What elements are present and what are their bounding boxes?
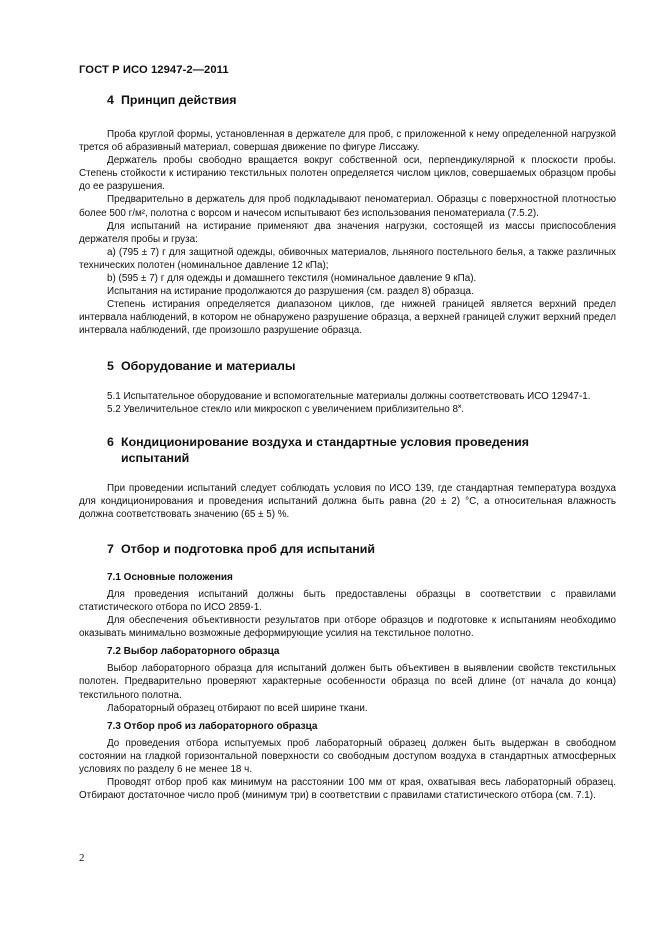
section-number: 4: [107, 93, 114, 107]
subsection-7-3-heading: 7.3 Отбор проб из лабораторного образца: [107, 720, 318, 732]
paragraph: Для обеспечения объективности результатов при отборе образцов и подготовке к испытаниям необходимо оказывать минимально возможные деформирующие усилия на текстильное полотно.: [79, 615, 616, 640]
page-content: [79, 90, 616, 802]
paragraph: Выбор лабораторного образца для испытаний должен быть объективен в выявлении свойств текстильных полотен. Предварительно проверяют характерные особенности образца по всей длине (от начала до конца) текстильного полотна.: [79, 663, 616, 701]
paragraph: До проведения отбора испытуемых проб лабораторный образец должен быть выдержан в свободном состоянии на гладкой горизонтальной поверхности со свободным доступом воздуха в стандартных атмосферных условиях по разделу 6 не менее 18 ч.: [79, 737, 616, 775]
section-number: 7: [107, 541, 114, 556]
section-title: Отбор и подготовка проб для испытаний: [121, 541, 376, 556]
section-7-heading: [79, 541, 616, 557]
paragraph: Лабораторный образец отбирают по всей ширине ткани.: [107, 702, 368, 714]
paragraph: Проба круглой формы, установленная в держателе для проб, с приложенной к нему определенной нагрузкой трется об абразивный материал, совершая движение по фигуре Лиссажу.: [79, 129, 616, 154]
section-title: Оборудование и материалы: [121, 358, 296, 373]
section-6-heading: [79, 434, 616, 466]
section-4-heading: [79, 92, 616, 108]
paragraph: Для проведения испытаний должны быть предоставлены образцы в соответствии с правилами статистического отбора по ИСО 2859-1.: [79, 588, 616, 614]
section-title: Кондиционирование воздуха и стандартные условия проведения испытаний: [121, 434, 529, 465]
paragraph: 5.2 Увеличительное стекло или микроскоп с увеличением приблизительно 8˟.: [107, 403, 464, 415]
subsection-7-1-heading: 7.1 Основные положения: [107, 571, 233, 583]
subsection-7-2-heading: 7.2 Выбор лабораторного образца: [107, 646, 280, 658]
paragraph: Проводят отбор проб как минимум на расстоянии 100 мм от края, охватывая весь лабораторный образец. Отбирают достаточное число проб (минимум три) в соответствии с правилами статистического отбора (см. 7.1).: [79, 777, 616, 802]
section-number: 5: [107, 358, 114, 373]
list-item-a: а) (795 ± 7) г для защитной одежды, обивочных материалов, льняного постельного белья, а также различных технических полотен (номинальное давление 12 кПа);: [79, 246, 616, 271]
paragraph: Для испытаний на истирание применяют два значения нагрузки, состоящей из массы приспособления держателя пробы и груза:: [79, 220, 616, 245]
paragraph: Степень истирания определяется диапазоном циклов, где нижней границей является верхний предел интервала наблюдений, в котором не обнаружено разрушение образца, а верхней границей служит верхний предел интервала наблюдений, где произошло разрушение образца.: [79, 299, 616, 337]
paragraph: Предварительно в держатель для проб подкладывают пеноматериал. Образцы с поверхностной плотностью более 500 г/м², полотна с ворсом и начесом испытывают без использования пеноматериала (7.5.2).: [79, 194, 616, 219]
paragraph: Держатель пробы свободно вращается вокруг собственной оси, перпендикулярной к плоскости пробы. Степень стойкости к истиранию текстильных полотен определяется числом циклов, совершаемых образцом пробы до ее разрушения.: [79, 155, 616, 193]
section-title: Принцип действия: [121, 93, 237, 107]
page-number: 2: [79, 852, 85, 864]
paragraph: 5.1 Испытательное оборудование и вспомогательные материалы должны соответствовать ИСО 12947-1.: [107, 390, 591, 402]
running-header: ГОСТ Р ИСО 12947-2—2011: [79, 64, 229, 76]
paragraph: При проведении испытаний следует соблюдать условия по ИСО 139, где стандартная температура воздуха для кондиционирования и проведения испытаний должна быть равна (20 ± 2) °С, а относительная влажность должна соответствовать значению (65 ± 5) %.: [79, 482, 616, 520]
section-number: 6: [107, 434, 114, 449]
section-5-heading: [79, 358, 616, 374]
paragraph: Испытания на истирание продолжаются до разрушения (см. раздел 8) образца.: [107, 286, 474, 298]
list-item-b: b) (595 ± 7) г для одежды и домашнего текстиля (номинальное давление 9 кПа).: [107, 273, 477, 285]
